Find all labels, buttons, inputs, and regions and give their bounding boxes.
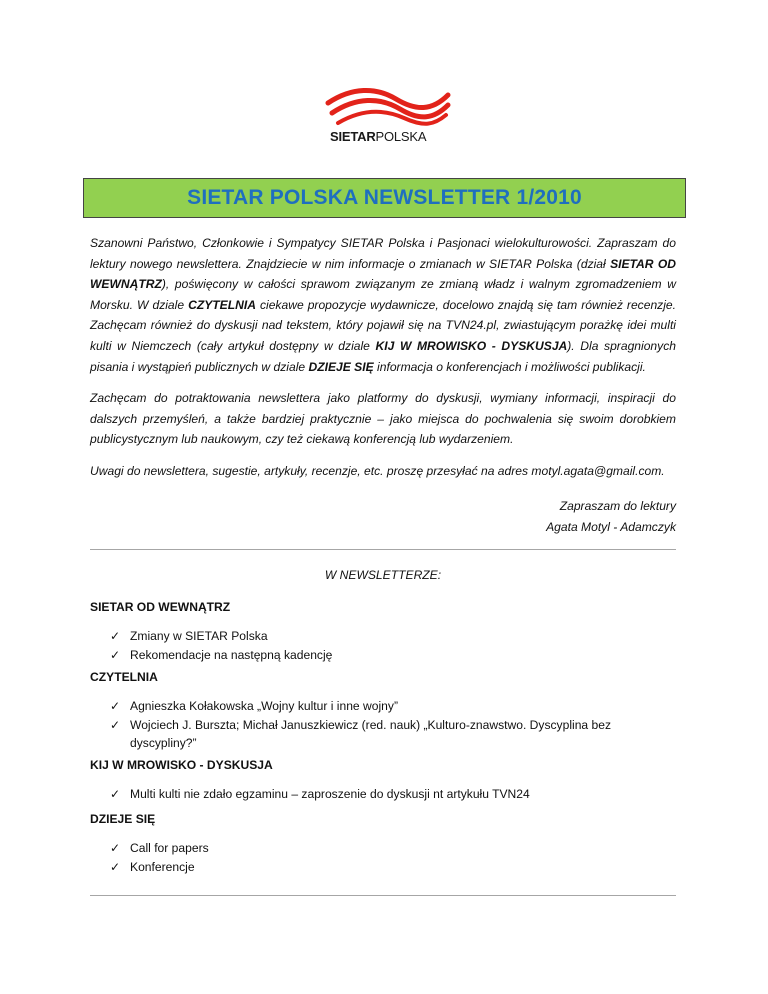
signature-line-1: Zapraszam do lektury — [559, 499, 676, 513]
intro-paragraph-1: Szanowni Państwo, Członkowie i Sympatycy SIETAR Polska i Pasjonaci wielokulturowości. Zapraszam do lektury nowego newslettera. Znajdziecie w nim informacje o zmianach w SIETAR Polska (dział SIETAR OD WEWNĄTRZ), poświęcony w całości sprawom związanym ze zmianą władz i walnym zgromadzeniem w Morsku. W dziale CZYTELNIA ciekawe propozycje wydawnicze, docelowo znajdą się tam również recenzje. Zachęcam również do dyskusji nad tekstem, który pojawił się na TVN24.pl, zwiastującym porażkę idei multi kulti w Niemczech (cały artykuł dostępny w dziale KIJ W MROWISKO - DYSKUSJA). Dla spragnionych pisania i wystąpień publicznych w dziale DZIEJE SIĘ informacja o konferencjach i możliwości publikacji. — [90, 236, 676, 374]
section-title: KIJ W MROWISKO - DYSKUSJA — [90, 758, 273, 772]
divider-bottom — [90, 895, 676, 896]
intro-paragraph-2: Zachęcam do potraktowania newslettera jako platformy do dyskusji, wymiany informacji, inspiracji do dalszych przemyśleń, a także bardziej praktycznie – jako miejsca do pochwalenia się swoim dorobkiem publicystycznym lub naukowym, czy też ciekawą konferencją lub wydarzeniem. — [90, 391, 676, 447]
checkmark-icon: ✓ — [110, 647, 121, 662]
checkmark-icon: ✓ — [110, 717, 121, 732]
list-item: ✓ Multi kulti nie zdało egzaminu – zaproszenie do dyskusji nt artykułu TVN24 — [110, 785, 676, 804]
list-item: ✓ Rekomendacje na następną kadencję — [110, 646, 676, 665]
checkmark-icon: ✓ — [110, 629, 121, 643]
checkmark-icon: ✓ — [110, 859, 121, 874]
divider-top — [90, 549, 676, 550]
intro-paragraph-3: Uwagi do newslettera, sugestie, artykuły, recenzje, etc. proszę przesyłać na adres motyl.agata@gmail.com. — [90, 463, 665, 478]
checkmark-icon: ✓ — [110, 699, 121, 713]
signature — [90, 496, 676, 537]
sietar-logo — [318, 85, 458, 157]
checkmark-icon: ✓ — [110, 841, 121, 855]
newsletter-title: SIETAR POLSKA NEWSLETTER 1/2010 — [187, 186, 582, 209]
ref-czytelnia: CZYTELNIA — [188, 297, 256, 312]
toc-section-dzieje-sie — [90, 812, 676, 876]
logo-wordmark: SIETARPOLSKA — [330, 129, 427, 144]
list-item: ✓ Call for papers — [110, 839, 676, 858]
sietar-wave-icon — [324, 85, 452, 129]
toc-section-czytelnia — [90, 670, 676, 753]
intro-text — [90, 233, 676, 493]
list-item: ✓ Zmiany w SIETAR Polska — [110, 627, 676, 646]
list-item: ✓ Konferencje — [110, 858, 676, 877]
list-item: ✓ Agnieszka Kołakowska „Wojny kultur i inne wojny” — [110, 697, 676, 716]
toc-section-kij-w-mrowisko — [90, 758, 676, 804]
ref-kij-w-mrowisko: KIJ W MROWISKO - DYSKUSJA — [375, 338, 568, 353]
section-title: DZIEJE SIĘ — [90, 812, 156, 826]
newsletter-title-box — [83, 178, 686, 218]
checkmark-icon: ✓ — [110, 787, 121, 801]
list-item: ✓ Wojciech J. Burszta; Michał Januszkiewicz (red. nauk) „Kulturo-znawstwo. Dyscyplina bez dyscypliny?” — [110, 717, 612, 750]
section-title: CZYTELNIA — [90, 670, 158, 684]
ref-sietar-od-wewnatrz: SIETAR OD WEWNĄTRZ — [90, 256, 676, 292]
ref-dzieje-sie: DZIEJE SIĘ — [308, 359, 374, 374]
signature-author: Agata Motyl - Adamczyk — [546, 519, 676, 534]
toc-heading: W NEWSLETTERZE: — [324, 568, 442, 582]
toc-section-sietar-od-wewnatrz — [90, 600, 676, 664]
section-title: SIETAR OD WEWNĄTRZ — [90, 600, 231, 614]
